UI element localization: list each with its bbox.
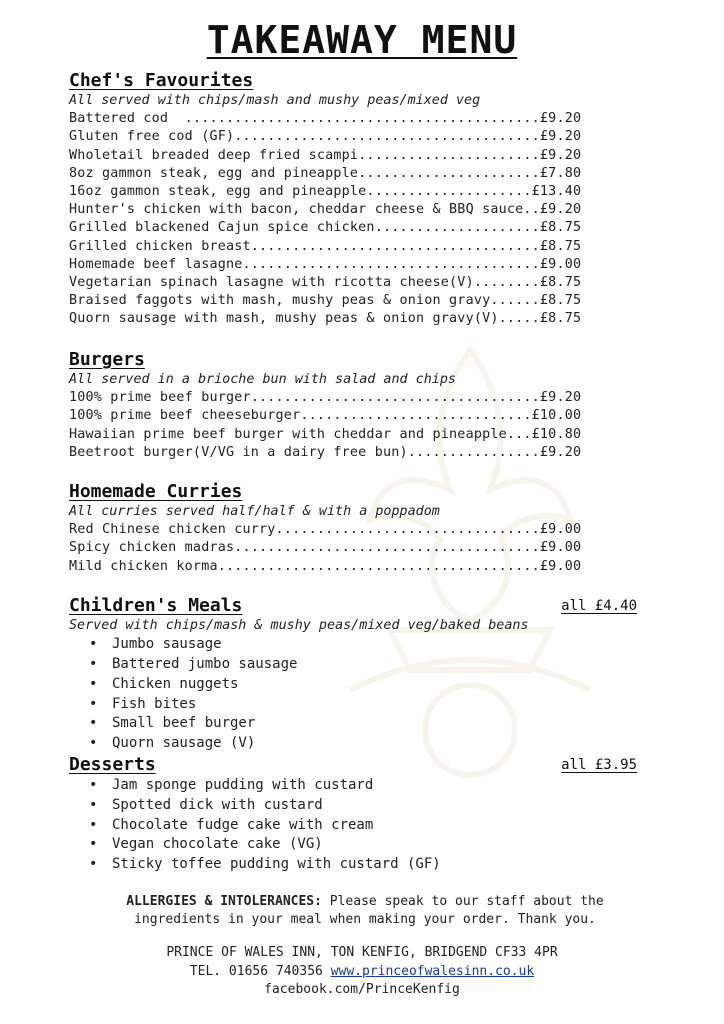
footer-telephone: TEL. 01656 740356 bbox=[189, 963, 331, 979]
list-item: • Fish bites bbox=[89, 695, 649, 715]
childrens-meals-heading bbox=[69, 595, 649, 617]
menu-item: Grilled chicken breast...................................£8.75 bbox=[69, 238, 582, 254]
menu-item: Beetroot burger(V/VG in a dairy free bun)................£9.20 bbox=[69, 444, 582, 460]
desserts-list bbox=[69, 776, 649, 875]
burgers-heading: Burgers bbox=[69, 349, 145, 370]
desserts-section bbox=[69, 754, 649, 875]
menu-item: Mild chicken korma.......................................£9.00 bbox=[69, 558, 582, 574]
list-item: • Spotted dick with custard bbox=[89, 796, 649, 816]
menu-item: 8oz gammon steak, egg and pineapple......................£7.80 bbox=[69, 165, 582, 181]
childrens-meals-list bbox=[69, 635, 649, 754]
list-item: • Vegan chocolate cake (VG) bbox=[89, 835, 649, 855]
bullet-icon: • bbox=[89, 735, 98, 752]
list-item: • Quorn sausage (V) bbox=[89, 734, 649, 754]
curries-subtitle: All curries served half/half & with a poppadom bbox=[69, 504, 440, 519]
list-item: • Jam sponge pudding with custard bbox=[89, 776, 649, 796]
bullet-icon: • bbox=[89, 675, 98, 692]
menu-item: Vegetarian spinach lasagne with ricotta cheese(V)........£8.75 bbox=[69, 275, 582, 291]
menu-item: Spicy chicken madras.....................................£9.00 bbox=[69, 540, 582, 556]
bullet-icon: • bbox=[89, 836, 98, 853]
chefs-favourites-section bbox=[69, 70, 649, 329]
list-item: • Small beef burger bbox=[89, 714, 649, 734]
menu-item: Quorn sausage with mash, mushy peas & onion gravy(V).....£8.75 bbox=[69, 311, 582, 327]
menu-item: Gluten free cod (GF).....................................£9.20 bbox=[69, 129, 582, 145]
burgers-subtitle: All served in a brioche bun with salad and chips bbox=[69, 372, 456, 387]
bullet-icon: • bbox=[89, 856, 98, 873]
childrens-meals-price: all £4.40 bbox=[561, 598, 637, 614]
desserts-price: all £3.95 bbox=[561, 757, 637, 773]
childrens-meals-subtitle: Served with chips/mash & mushy peas/mixed veg/baked beans bbox=[69, 618, 529, 633]
bullet-icon: • bbox=[89, 695, 98, 712]
desserts-title: Desserts bbox=[69, 754, 156, 775]
chefs-favourites-subtitle: All served with chips/mash and mushy peas/mixed veg bbox=[69, 93, 481, 108]
list-item: • Chocolate fudge cake with cream bbox=[89, 816, 649, 836]
menu-item: Hunter's chicken with bacon, cheddar cheese & BBQ sauce..£9.20 bbox=[69, 202, 582, 218]
curries-section bbox=[69, 481, 649, 576]
bullet-icon: • bbox=[89, 656, 98, 672]
chefs-favourites-heading: Chef's Favourites bbox=[69, 70, 254, 91]
list-item: • Jumbo sausage bbox=[89, 635, 649, 655]
menu-item: Homemade beef lasagne....................................£9.00 bbox=[69, 256, 582, 272]
bullet-icon: • bbox=[89, 777, 98, 793]
list-item: • Battered jumbo sausage bbox=[89, 655, 649, 675]
menu-item: Battered cod ...........................................£9.20 bbox=[69, 111, 582, 127]
allergy-label: ALLERGIES & INTOLERANCES: bbox=[126, 894, 322, 909]
menu-item: 100% prime beef burger...................................£9.20 bbox=[69, 390, 582, 406]
menu-item: Red Chinese chicken curry................................£9.00 bbox=[69, 522, 582, 538]
curries-list bbox=[69, 521, 649, 576]
bullet-icon: • bbox=[89, 636, 98, 653]
footer-contact bbox=[0, 963, 724, 982]
curries-heading: Homemade Curries bbox=[69, 481, 243, 502]
menu-item: Braised faggots with mash, mushy peas & onion gravy......£8.75 bbox=[69, 293, 582, 309]
menu-item: 16oz gammon steak, egg and pineapple....................£13.40 bbox=[69, 184, 582, 200]
menu-item: Wholetail breaded deep fried scampi......................£9.20 bbox=[69, 147, 582, 163]
childrens-meals-title: Children's Meals bbox=[69, 595, 243, 616]
childrens-meals-section bbox=[69, 595, 649, 754]
list-item: • Sticky toffee pudding with custard (GF) bbox=[89, 855, 649, 875]
bullet-icon: • bbox=[89, 816, 98, 833]
bullet-icon: • bbox=[89, 715, 98, 732]
allergy-text: Please speak to our staff about the ingredients in your meal when making your order. Thank you. bbox=[134, 894, 604, 927]
allergy-notice bbox=[80, 893, 650, 928]
website-link[interactable]: www.princeofwalesinn.co.uk bbox=[330, 963, 535, 979]
burgers-section bbox=[69, 349, 649, 462]
list-item: • Chicken nuggets bbox=[89, 675, 649, 695]
menu-item: 100% prime beef cheeseburger............................£10.00 bbox=[69, 408, 582, 424]
bullet-icon: • bbox=[89, 796, 98, 813]
menu-item: Hawaiian prime beef burger with cheddar and pineapple...£10.80 bbox=[69, 426, 582, 442]
footer-address: PRINCE OF WALES INN, TON KENFIG, BRIDGEND CF33 4PR bbox=[166, 945, 558, 960]
desserts-heading bbox=[69, 754, 649, 776]
chefs-favourites-list bbox=[69, 110, 649, 328]
page-title: TAKEAWAY MENU bbox=[206, 18, 518, 62]
footer bbox=[0, 944, 724, 1000]
footer-facebook: facebook.com/PrinceKenfig bbox=[264, 982, 460, 997]
menu-item: Grilled blackened Cajun spice chicken....................£8.75 bbox=[69, 220, 582, 236]
burgers-list bbox=[69, 389, 649, 462]
